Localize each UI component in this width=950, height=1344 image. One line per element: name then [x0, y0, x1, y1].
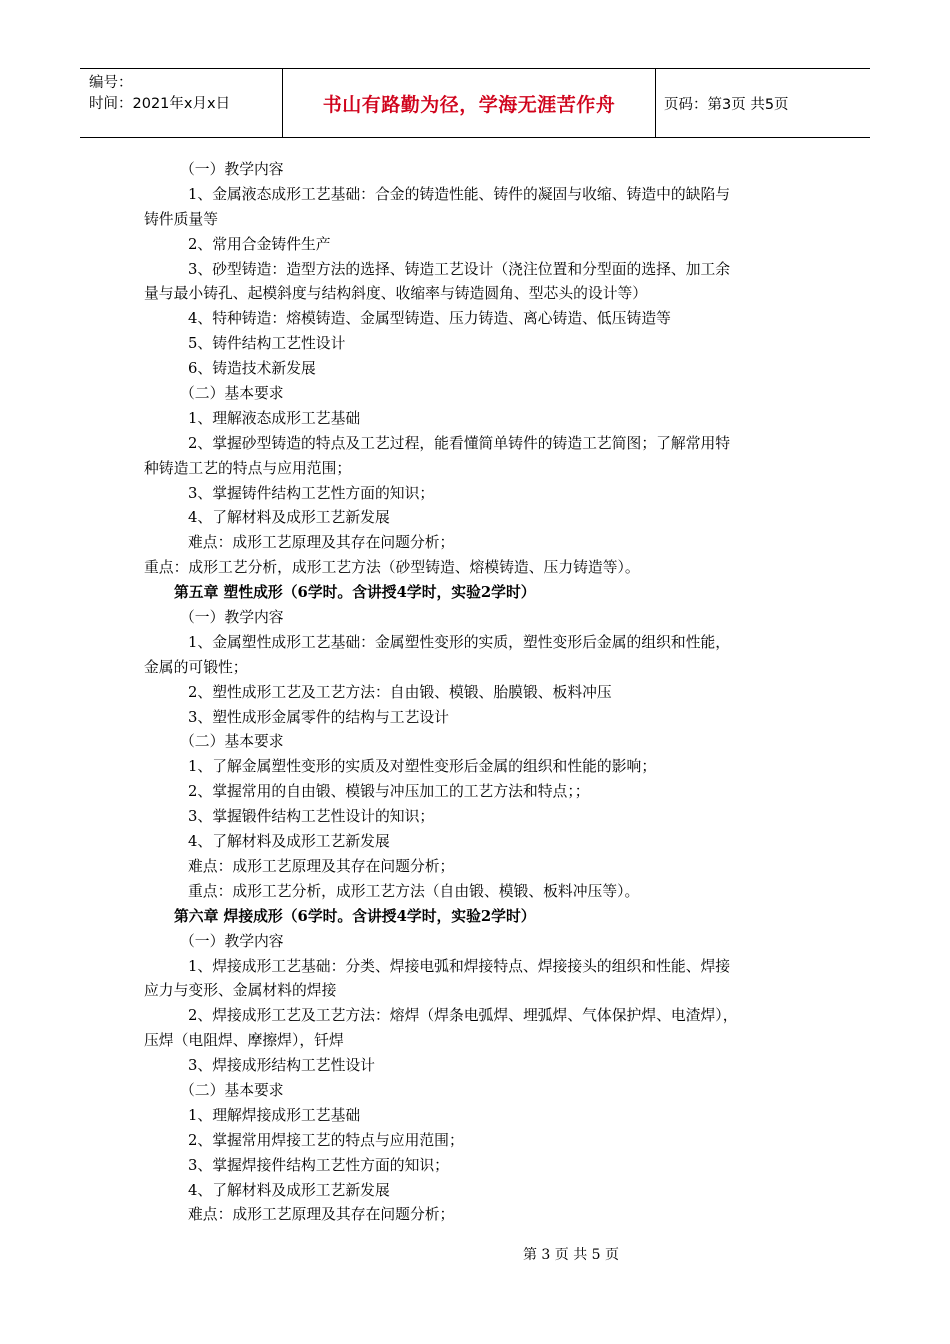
text-line: 3、掌握锻件结构工艺性设计的知识；	[188, 808, 435, 826]
header-motto: 书山有路勤为径，学海无涯苦作舟	[283, 69, 656, 137]
text-line: 1、金属液态成形工艺基础：合金的铸造性能、铸件的凝固与收缩、铸造中的缺陷与	[188, 185, 731, 203]
text-line: 难点：成形工艺原理及其存在问题分析；	[188, 534, 455, 552]
text-line: 量与最小铸孔、起模斜度与结构斜度、收缩率与铸造圆角、型芯头的设计等）	[144, 285, 648, 303]
text-line: （二）基本要求	[180, 1081, 284, 1099]
page-header	[80, 68, 870, 138]
text-line: 3、砂型铸造：造型方法的选择、铸造工艺设计（浇注位置和分型面的选择、加工余	[188, 260, 731, 278]
text-line: 1、金属塑性成形工艺基础：金属塑性变形的实质，塑性变形后金属的组织和性能，	[188, 633, 731, 651]
text-line: 应力与变形、金属材料的焊接	[144, 982, 337, 1000]
header-info-cell	[80, 69, 283, 137]
text-line: 2、掌握常用的自由锻、模锻与冲压加工的工艺方法和特点；；	[188, 783, 590, 801]
text-line: 难点：成形工艺原理及其存在问题分析；	[188, 857, 455, 875]
text-line: 金属的可锻性；	[144, 658, 248, 676]
text-line: 重点：成形工艺分析，成形工艺方法（自由锻、模锻、板料冲压等）。	[188, 882, 640, 900]
text-line: 1、了解金属塑性变形的实质及对塑性变形后金属的组织和性能的影响；	[188, 758, 657, 776]
document-body	[144, 158, 816, 1228]
text-line: 2、常用合金铸件生产	[188, 235, 331, 253]
text-line: 铸件质量等	[144, 210, 218, 228]
text-line: 4、了解材料及成形工艺新发展	[188, 509, 390, 527]
text-line: 3、掌握铸件结构工艺性方面的知识；	[188, 484, 435, 502]
text-line: （二）基本要求	[180, 385, 284, 403]
text-line: 难点：成形工艺原理及其存在问题分析；	[188, 1206, 455, 1224]
text-line: 压焊（电阻焊、摩擦焊），钎焊	[144, 1032, 344, 1050]
time-label: 时间：2021年x月x日	[89, 96, 231, 112]
text-line: 4、特种铸造：熔模铸造、金属型铸造、压力铸造、离心铸造、低压铸造等	[188, 310, 671, 328]
text-line: 2、掌握常用焊接工艺的特点与应用范围；	[188, 1131, 464, 1149]
text-line: （一）教学内容	[180, 161, 284, 178]
page-footer: 第 3 页 共 5 页	[522, 1247, 620, 1263]
header-page-number: 页码：第3页 共5页	[664, 96, 789, 113]
text-line: 2、焊接成形工艺及工艺方法：熔焊（焊条电弧焊、埋弧焊、气体保护焊、电渣焊），	[188, 1007, 738, 1025]
text-line: 3、掌握焊接件结构工艺性方面的知识；	[188, 1156, 449, 1174]
text-line: （一）教学内容	[180, 932, 284, 950]
text-line: 2、掌握砂型铸造的特点及工艺过程，能看懂简单铸件的铸造工艺简图；了解常用特	[188, 434, 731, 452]
chapter-heading: 第五章 塑性成形（6学时。含讲授4学时，实验2学时）	[174, 584, 536, 602]
text-line: 种铸造工艺的特点与应用范围；	[144, 459, 352, 477]
text-line: 1、焊接成形工艺基础：分类、焊接电弧和焊接特点、焊接接头的组织和性能、焊接	[188, 957, 731, 975]
text-line: （二）基本要求	[180, 733, 284, 751]
text-line: 1、理解液态成形工艺基础	[188, 409, 361, 427]
text-line: 4、了解材料及成形工艺新发展	[188, 1181, 390, 1199]
text-line: 6、铸造技术新发展	[188, 360, 316, 378]
text-line: 重点：成形工艺分析，成形工艺方法（砂型铸造、熔模铸造、压力铸造等）。	[144, 559, 640, 577]
number-label: 编号：	[89, 75, 133, 91]
text-line: 1、理解焊接成形工艺基础	[188, 1106, 361, 1124]
text-line: 4、了解材料及成形工艺新发展	[188, 833, 390, 851]
text-line: （一）教学内容	[180, 609, 284, 627]
text-line: 3、塑性成形金属零件的结构与工艺设计	[188, 708, 449, 726]
text-line: 5、铸件结构工艺性设计	[188, 335, 346, 353]
chapter-heading: 第六章 焊接成形（6学时。含讲授4学时，实验2学时）	[174, 907, 536, 925]
text-line: 3、焊接成形结构工艺性设计	[188, 1057, 375, 1075]
text-line: 2、塑性成形工艺及工艺方法：自由锻、模锻、胎膜锻、板料冲压	[188, 683, 612, 701]
